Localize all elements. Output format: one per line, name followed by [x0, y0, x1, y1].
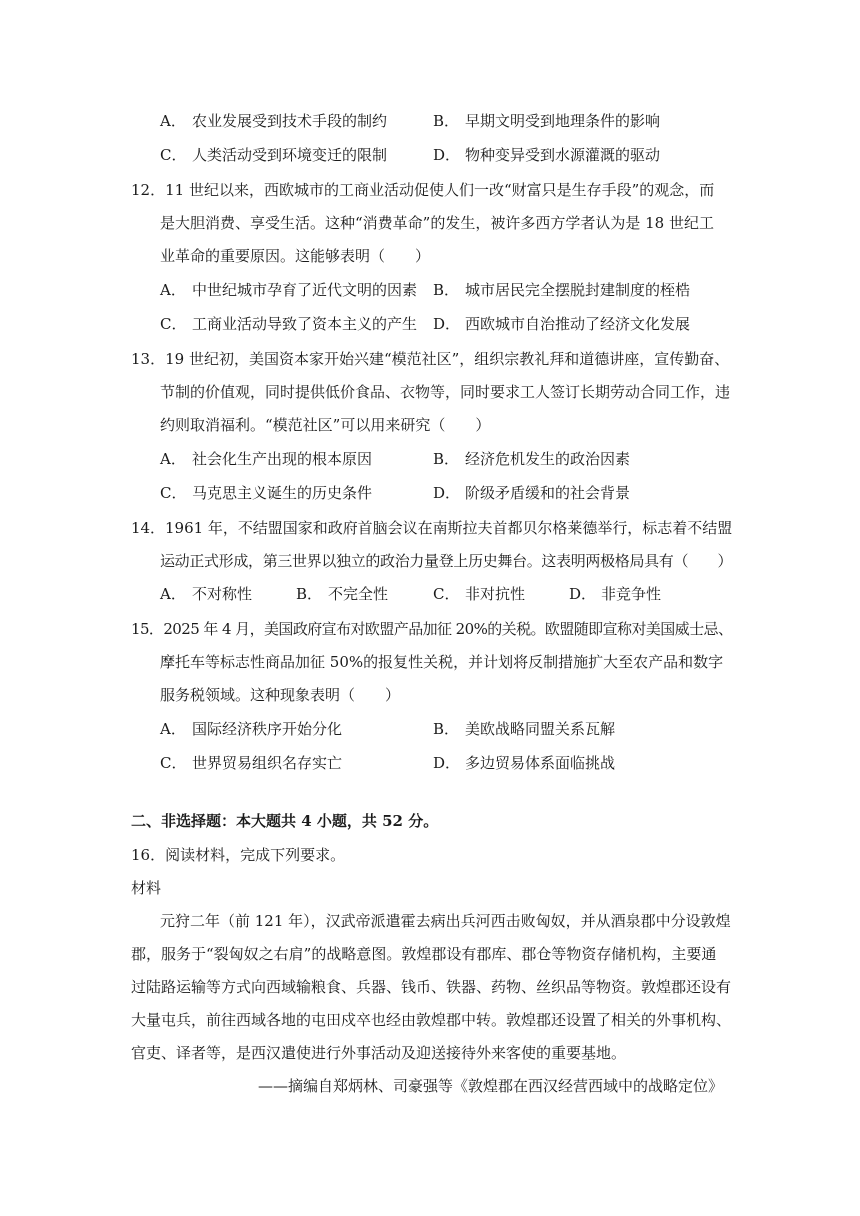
q11-option-b[interactable]: B． 早期文明受到地理条件的影响: [433, 112, 661, 130]
q15-stem-line-3: 服务税领域。这种现象表明（ ）: [160, 686, 401, 704]
q15-stem-line-1: 15．2025 年 4 月，美国政府宣布对欧盟产品加征 20%的关税。欧盟随即宣称对美国威士忌、: [131, 620, 733, 638]
material-source: ——摘编自郑炳林、司豪强等《敦煌郡在西汉经营西域中的战略定位》: [258, 1077, 724, 1095]
material-line-5: 官吏、译者等，是西汉遣使进行外事活动及迎送接待外来客使的重要基地。: [131, 1044, 627, 1062]
q12-stem-line-3: 业革命的重要原因。这能够表明（ ）: [160, 247, 431, 265]
q14-option-d[interactable]: D． 非竞争性: [569, 585, 662, 603]
q12-option-a[interactable]: A． 中世纪城市孕育了近代文明的因素: [160, 281, 418, 299]
q12-option-d[interactable]: D． 西欧城市自治推动了经济文化发展: [433, 315, 691, 333]
q15-option-b[interactable]: B． 美欧战略同盟关系瓦解: [433, 720, 616, 738]
q12-option-b[interactable]: B． 城市居民完全摆脱封建制度的桎梏: [433, 281, 691, 299]
q15-option-a[interactable]: A． 国际经济秩序开始分化: [160, 720, 343, 738]
q14-stem-line-2: 运动正式形成，第三世界以独立的政治力量登上历史舞台。这表明两极格局具有（ ）: [160, 552, 733, 570]
q13-option-c[interactable]: C． 马克思主义诞生的历史条件: [160, 484, 373, 502]
q13-option-a[interactable]: A． 社会化生产出现的根本原因: [160, 450, 373, 468]
material-line-4: 大量屯兵，前往西域各地的屯田戍卒也经由敦煌郡中转。敦煌郡还设置了相关的外事机构、: [131, 1011, 732, 1029]
q15-stem-line-2: 摩托车等标志性商品加征 50%的报复性关税，并计划将反制措施扩大至农产品和数字: [160, 653, 724, 671]
q15-option-d[interactable]: D． 多边贸易体系面临挑战: [433, 754, 616, 772]
q11-option-a[interactable]: A． 农业发展受到技术手段的制约: [160, 112, 388, 130]
q14-stem-line-1: 14．1961 年，不结盟国家和政府首脑会议在南斯拉夫首都贝尔格莱德举行，标志着不结盟: [131, 519, 733, 537]
q11-option-d[interactable]: D． 物种变异受到水源灌溉的驱动: [433, 146, 661, 164]
material-line-2: 郡，服务于“裂匈奴之右肩”的战略意图。敦煌郡设有郡库、郡仓等物资存储机构，主要通: [131, 945, 717, 963]
section-2-heading: 二、非选择题：本大题共 4 小题，共 52 分。: [131, 812, 439, 830]
q15-option-c[interactable]: C． 世界贸易组织名存实亡: [160, 754, 343, 772]
q11-option-c[interactable]: C． 人类活动受到环境变迁的限制: [160, 146, 388, 164]
q14-option-a[interactable]: A． 不对称性: [160, 585, 253, 603]
material-line-3: 过陆路运输等方式向西域输粮食、兵器、钱币、铁器、药物、丝织品等物资。敦煌郡还设有: [131, 978, 732, 996]
q13-option-b[interactable]: B． 经济危机发生的政治因素: [433, 450, 631, 468]
q12-option-c[interactable]: C． 工商业活动导致了资本主义的产生: [160, 315, 418, 333]
q12-stem-line-2: 是大胆消费、享受生活。这种“消费革命”的发生，被许多西方学者认为是 18 世纪工: [160, 214, 714, 232]
material-line-1: 元狩二年（前 121 年），汉武帝派遣霍去病出兵河西击败匈奴，并从酒泉郡中分设敦煌: [160, 912, 731, 930]
q13-option-d[interactable]: D． 阶级矛盾缓和的社会背景: [433, 484, 631, 502]
material-label: 材料: [131, 879, 162, 897]
q13-stem-line-3: 约则取消福利。“模范社区”可以用来研究（ ）: [160, 416, 491, 434]
q14-option-c[interactable]: C． 非对抗性: [433, 585, 526, 603]
q16-stem: 16．阅读材料，完成下列要求。: [131, 846, 346, 864]
q14-option-b[interactable]: B． 不完全性: [296, 585, 389, 603]
q13-stem-line-1: 13．19 世纪初，美国资本家开始兴建“模范社区”，组织宗教礼拜和道德讲座，宣传勤奋、: [131, 350, 730, 368]
q13-stem-line-2: 节制的价值观，同时提供低价食品、衣物等，同时要求工人签订长期劳动合同工作，违: [160, 383, 731, 401]
q12-stem-line-1: 12．11 世纪以来，西欧城市的工商业活动促使人们一改“财富只是生存手段”的观念，而: [131, 181, 715, 199]
